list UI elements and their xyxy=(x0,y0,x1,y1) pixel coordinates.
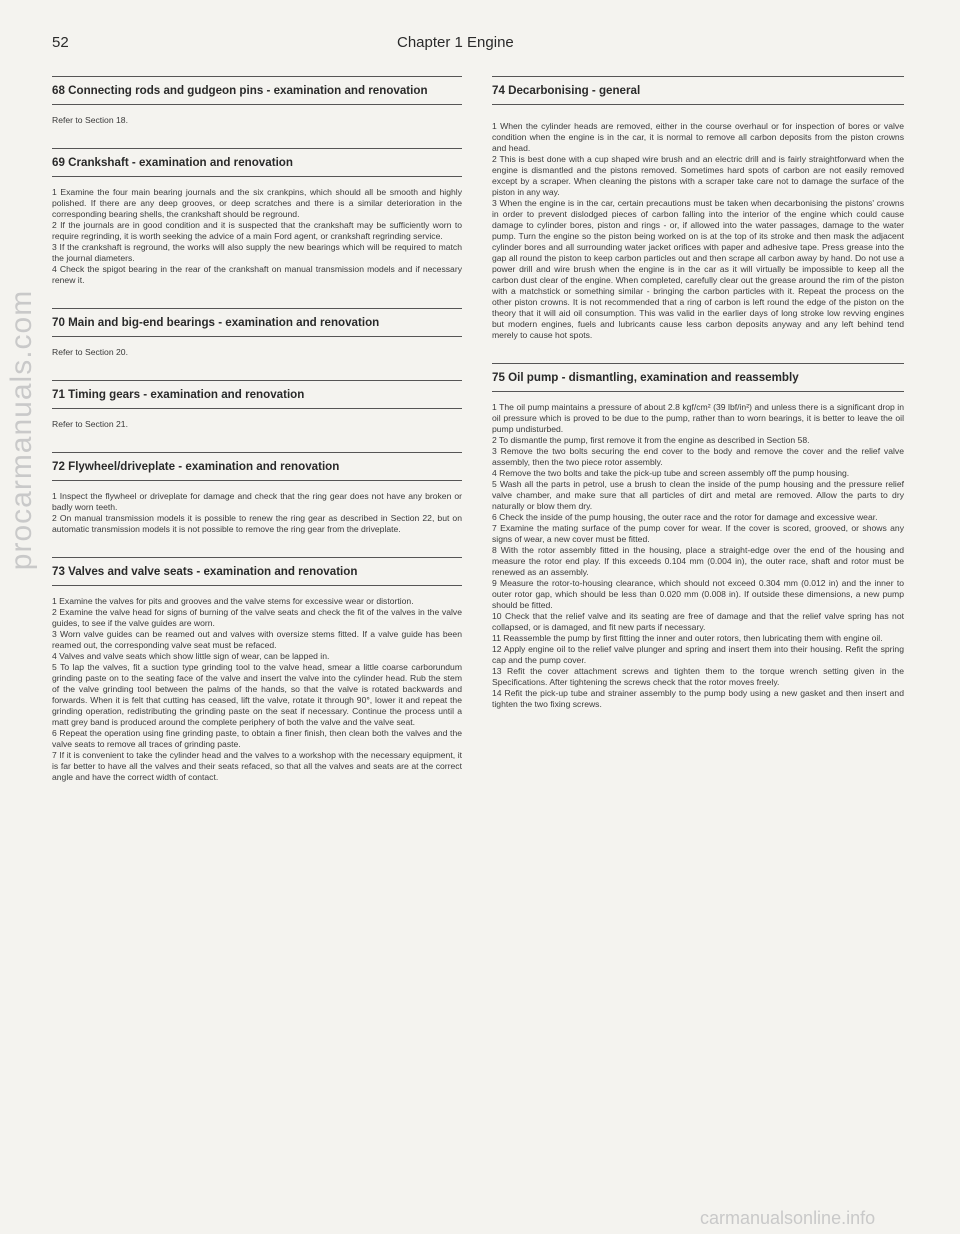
section-72 xyxy=(52,452,462,535)
section-75 xyxy=(492,363,904,710)
section-title: 69 Crankshaft - examination and renovation xyxy=(52,148,462,170)
bottom-watermark-text: carmanualsonline.info xyxy=(700,1208,876,1228)
section-paragraph: Refer to Section 21. xyxy=(52,419,128,429)
section-paragraph: 4 Check the spigot bearing in the rear of the crankshaft on manual transmission models and if necessary renew it. xyxy=(52,264,462,285)
section-paragraph: 3 Remove the two bolts securing the end cover to the body and remove the cover and the relief valve assembly, then the two piece rotor assembly. xyxy=(492,446,904,467)
section-paragraph: 6 Check the inside of the pump housing, the outer race and the rotor for damage and excessive wear. xyxy=(492,512,878,522)
section-paragraph: 5 Wash all the parts in petrol, use a brush to clean the inside of the pump housing and the pressure relief valve chamber, and make sure that all particles of dirt and metal are removed. Allow the parts to dry naturally or blow them dry. xyxy=(492,479,904,511)
section-paragraph: 2 Examine the valve head for signs of burning of the valve seats and check the fit of the valves in the valve guides, to see if the valve guides are worn. xyxy=(52,607,462,628)
section-paragraph: 1 Examine the four main bearing journals and the six crankpins, which should all be smooth and highly polished. If there are any deep grooves, or deep scratches and there is a similar deterioration in the corresponding bearing shells, the crankshaft should be reground. xyxy=(52,187,462,219)
chapter-title: Chapter 1 Engine xyxy=(397,34,514,51)
section-paragraph: 4 Valves and valve seats which show little sign of wear, can be lapped in. xyxy=(52,651,330,661)
section-paragraph: 9 Measure the rotor-to-housing clearance, which should not exceed 0.304 mm (0.012 in) and the inner to outer rotor gap, which should be less than 0.020 mm (0.008 in). If outside these dimensions, a new pump should be fitted. xyxy=(492,578,904,610)
section-paragraph: 1 Examine the valves for pits and grooves and the valve stems for excessive wear or distortion. xyxy=(52,596,414,606)
section-title: 68 Connecting rods and gudgeon pins - examination and renovation xyxy=(52,76,462,98)
page-number: 52 xyxy=(52,34,69,51)
section-paragraph: 12 Apply engine oil to the relief valve plunger and spring and insert them into their housing. Refit the spring cap and the pump cover. xyxy=(492,644,904,665)
side-watermark xyxy=(2,150,42,710)
section-71 xyxy=(52,380,462,430)
section-paragraph: 2 If the journals are in good condition and it is suspected that the crankshaft may be sufficiently worn to require regrinding, it is worth seeking the advice of a main Ford agent, or crankshaft regrinding service. xyxy=(52,220,462,241)
section-paragraph: 1 The oil pump maintains a pressure of about 2.8 kgf/cm² (39 lbf/in²) and unless there is a significant drop in oil pressure which is proved to be due to the pump, rather than to worn bearings, it is better to leave the oil pump undisturbed. xyxy=(492,402,904,434)
section-74 xyxy=(492,76,904,341)
section-73 xyxy=(52,557,462,783)
section-paragraph: 5 To lap the valves, fit a suction type grinding tool to the valve head, smear a little coarse carborundum grinding paste on to the seating face of the valve and insert the valve into the cylinder head. Rub the stem of the valve grinding tool between the palms of the hands, so that the valve is rotated backwards and forwards. When it is felt that cutting has ceased, lift the valve, rotate it through 90°, lower it and repeat the grinding operation, redistributing the grinding paste on the seat if necessary. Continue the process until a matt grey band is produced around the complete periphery of both the valve and the valve seat. xyxy=(52,662,462,727)
section-paragraph: 2 On manual transmission models it is possible to renew the ring gear as described in Section 22, but on automatic transmission models it is not possible to remove the ring gear from the driveplate. xyxy=(52,513,462,534)
section-68 xyxy=(52,76,462,126)
section-title: 71 Timing gears - examination and renovation xyxy=(52,380,462,402)
section-paragraph: 1 Inspect the flywheel or driveplate for damage and check that the ring gear does not have any broken or badly worn teeth. xyxy=(52,491,462,512)
section-paragraph: 11 Reassemble the pump by first fitting the inner and outer rotors, then lubricating them with engine oil. xyxy=(492,633,883,643)
section-title: 75 Oil pump - dismantling, examination and reassembly xyxy=(492,363,904,385)
section-paragraph: 7 If it is convenient to take the cylinder head and the valves to a workshop with the necessary equipment, it is far better to have all the valves and their seats refaced, so that all the valves and seats are at the correct angle and have the correct width of contact. xyxy=(52,750,462,782)
section-paragraph: 1 When the cylinder heads are removed, either in the course overhaul or for inspection of bores or valve condition when the engine is in the car, it is normal to remove all carbon deposits from the piston crowns and head. xyxy=(492,121,904,153)
section-paragraph: 3 If the crankshaft is reground, the works will also supply the new bearings which will be required to match the journal diameters. xyxy=(52,242,462,263)
left-column xyxy=(52,76,462,783)
section-paragraph: 3 Worn valve guides can be reamed out and valves with oversize stems fitted. If a valve guide has been reamed out, the corresponding valve seat must be refaced. xyxy=(52,629,462,650)
right-column xyxy=(492,76,904,710)
section-paragraph: 7 Examine the mating surface of the pump cover for wear. If the cover is scored, grooved, or shows any signs of wear, a new cover must be fitted. xyxy=(492,523,904,544)
section-70 xyxy=(52,308,462,358)
section-title: 70 Main and big-end bearings - examination and renovation xyxy=(52,308,462,330)
page-header xyxy=(52,34,932,56)
side-watermark-text: procarmanuals.com xyxy=(5,289,38,571)
section-paragraph: 2 This is best done with a cup shaped wire brush and an electric drill and is fairly straightforward when the engine is dismantled and the pistons removed. Sometimes hard spots of carbon are not easily removed except by a scraper. When cleaning the pistons with a scraper take care not to damage the surface of the piston in any way. xyxy=(492,154,904,197)
section-paragraph: Refer to Section 18. xyxy=(52,115,128,125)
section-paragraph: 10 Check that the relief valve and its seating are free of damage and that the relief valve spring has not collapsed, or is damaged, and fit new parts if necessary. xyxy=(492,611,904,632)
section-paragraph: 4 Remove the two bolts and take the pick-up tube and screen assembly off the pump housing. xyxy=(492,468,850,478)
section-title: 74 Decarbonising - general xyxy=(492,76,904,98)
section-title: 73 Valves and valve seats - examination and renovation xyxy=(52,557,462,579)
section-paragraph: 8 With the rotor assembly fitted in the housing, place a straight-edge over the end of the housing and measure the rotor end play. If this exceeds 0.104 mm (0.004 in), the outer race, shaft and rotor must be renewed as an assembly. xyxy=(492,545,904,577)
section-paragraph: Refer to Section 20. xyxy=(52,347,128,357)
section-paragraph: 3 When the engine is in the car, certain precautions must be taken when decarbonising the pistons' crowns in order to prevent dislodged pieces of carbon falling into the interior of the engine which could cause damage to cylinder bores, piston and rings - or, if allowed into the water passages, damage to the water pump. Turn the engine so the piston being worked on is at the top of its stroke and then mask the adjacent cylinder bores and all surrounding water jacket orifices with paper and adhesive tape. Press grease into the gap all round the piston to keep carbon particles out and then scrape all carbon away by hand. Do not use a power drill and wire brush when the engine is in the car as it will virtually be impossible to keep all the carbon dust clear of the engine. When completed, carefully clear out the grease around the rim of the piston with a matchstick or something similar - bringing the carbon particles with it. Repeat the process on the other piston crowns. It is not recommended that a ring of carbon is left round the edge of the piston on the theory that it will aid oil consumption. This was valid in the earlier days of long stroke low revving engines but modern engines, fuels and lubricants cause less carbon deposits anyway and any left behind tend merely to cause hot spots. xyxy=(492,198,904,340)
section-paragraph: 2 To dismantle the pump, first remove it from the engine as described in Section 58. xyxy=(492,435,810,445)
section-paragraph: 13 Refit the cover attachment screws and tighten them to the torque wrench setting given in the Specifications. After tightening the screws check that the rotor moves freely. xyxy=(492,666,904,687)
section-69 xyxy=(52,148,462,286)
section-paragraph: 14 Refit the pick-up tube and strainer assembly to the pump body using a new gasket and then insert and tighten the two fixing screws. xyxy=(492,688,904,709)
section-title: 72 Flywheel/driveplate - examination and renovation xyxy=(52,452,462,474)
bottom-watermark xyxy=(700,1208,875,1229)
section-paragraph: 6 Repeat the operation using fine grinding paste, to obtain a finer finish, then clean both the valves and the valve seats to remove all traces of grinding paste. xyxy=(52,728,462,749)
